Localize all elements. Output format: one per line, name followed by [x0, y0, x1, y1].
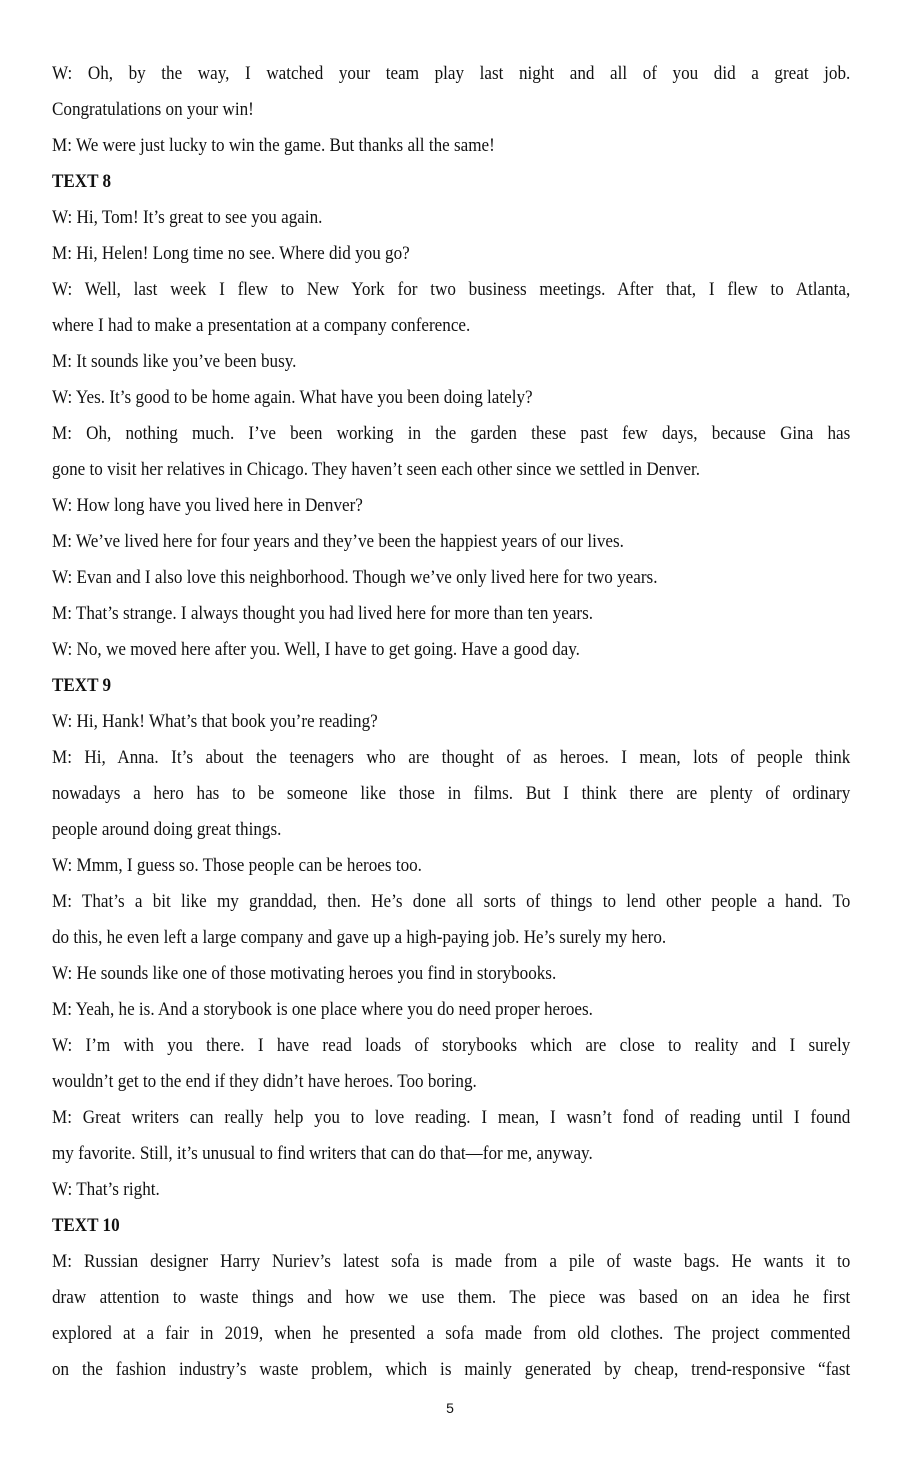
dialogue-paragraph — [52, 1176, 850, 1212]
section-heading — [52, 168, 850, 204]
text-line: nowadays a hero has to be someone like those in films. But I think there are plenty of ordinary — [52, 783, 851, 804]
dialogue-paragraph — [52, 204, 850, 240]
text-line: wouldn’t get to the end if they didn’t have heroes. Too boring. — [52, 1071, 477, 1092]
text-line: W: Hi, Tom! It’s great to see you again. — [52, 207, 323, 228]
text-line: M: We’ve lived here for four years and they’ve been the happiest years of our lives. — [52, 531, 624, 552]
dialogue-paragraph — [52, 60, 850, 132]
dialogue-paragraph — [52, 600, 850, 636]
text-line: M: Yeah, he is. And a storybook is one place where you do need proper heroes. — [52, 999, 593, 1020]
text-line: M: Hi, Helen! Long time no see. Where did you go? — [52, 243, 410, 264]
text-line: W: Yes. It’s good to be home again. What have you been doing lately? — [52, 387, 533, 408]
text-line: TEXT 8 — [52, 171, 112, 192]
section-heading — [52, 1212, 850, 1248]
dialogue-paragraph — [52, 636, 850, 672]
dialogue-paragraph — [52, 888, 850, 960]
text-line: people around doing great things. — [52, 819, 282, 840]
text-line: M: Hi, Anna. It’s about the teenagers who are thought of as heroes. I mean, lots of people think — [52, 747, 851, 768]
text-line: W: Mmm, I guess so. Those people can be heroes too. — [52, 855, 422, 876]
dialogue-paragraph — [52, 996, 850, 1032]
dialogue-paragraph — [52, 1104, 850, 1176]
text-line: W: Hi, Hank! What’s that book you’re reading? — [52, 711, 378, 732]
dialogue-paragraph — [52, 1248, 850, 1392]
text-line: TEXT 10 — [52, 1215, 120, 1236]
text-line: M: Great writers can really help you to love reading. I mean, I wasn’t fond of reading until I found — [52, 1107, 851, 1128]
document-page — [52, 60, 850, 1392]
dialogue-paragraph — [52, 240, 850, 276]
text-line: M: Russian designer Harry Nuriev’s latest sofa is made from a pile of waste bags. He wants it to — [52, 1251, 851, 1272]
text-line: my favorite. Still, it’s unusual to find writers that can do that—for me, anyway. — [52, 1143, 593, 1164]
dialogue-paragraph — [52, 384, 850, 420]
text-line: M: Oh, nothing much. I’ve been working in the garden these past few days, because Gina has — [52, 423, 851, 444]
text-line: where I had to make a presentation at a company conference. — [52, 315, 471, 336]
text-line: TEXT 9 — [52, 675, 112, 696]
dialogue-paragraph — [52, 348, 850, 384]
dialogue-paragraph — [52, 528, 850, 564]
text-line: W: How long have you lived here in Denver? — [52, 495, 363, 516]
dialogue-paragraph — [52, 276, 850, 348]
text-line: gone to visit her relatives in Chicago. They haven’t seen each other since we settled in Denver. — [52, 459, 701, 480]
text-line: explored at a fair in 2019, when he presented a sofa made from old clothes. The project commented — [52, 1323, 851, 1344]
text-line: W: He sounds like one of those motivating heroes you find in storybooks. — [52, 963, 557, 984]
text-line: M: That’s a bit like my granddad, then. He’s done all sorts of things to lend other people a hand. To — [52, 891, 851, 912]
dialogue-paragraph — [52, 420, 850, 492]
text-line: M: We were just lucky to win the game. But thanks all the same! — [52, 135, 495, 156]
dialogue-paragraph — [52, 744, 850, 852]
dialogue-paragraph — [52, 564, 850, 600]
text-line: M: It sounds like you’ve been busy. — [52, 351, 297, 372]
text-line: W: I’m with you there. I have read loads of storybooks which are close to reality and I surely — [52, 1035, 851, 1056]
section-heading — [52, 672, 850, 708]
text-line: M: That’s strange. I always thought you had lived here for more than ten years. — [52, 603, 594, 624]
text-line: Congratulations on your win! — [52, 99, 254, 120]
dialogue-paragraph — [52, 960, 850, 996]
text-line: W: No, we moved here after you. Well, I have to get going. Have a good day. — [52, 639, 580, 660]
text-line: W: Evan and I also love this neighborhood. Though we’ve only lived here for two years. — [52, 567, 658, 588]
text-line: W: That’s right. — [52, 1179, 160, 1200]
dialogue-paragraph — [52, 492, 850, 528]
text-line: draw attention to waste things and how we use them. The piece was based on an idea he first — [52, 1287, 851, 1308]
dialogue-paragraph — [52, 1032, 850, 1104]
dialogue-paragraph — [52, 132, 850, 168]
text-line: W: Well, last week I flew to New York for two business meetings. After that, I flew to Atlanta, — [52, 279, 851, 300]
page-number: 5 — [446, 1400, 454, 1416]
text-line: W: Oh, by the way, I watched your team play last night and all of you did a great job. — [52, 63, 851, 84]
text-line: on the fashion industry’s waste problem, which is mainly generated by cheap, trend-responsive “fast — [52, 1359, 851, 1380]
dialogue-paragraph — [52, 708, 850, 744]
text-line: do this, he even left a large company and gave up a high-paying job. He’s surely my hero. — [52, 927, 667, 948]
dialogue-paragraph — [52, 852, 850, 888]
